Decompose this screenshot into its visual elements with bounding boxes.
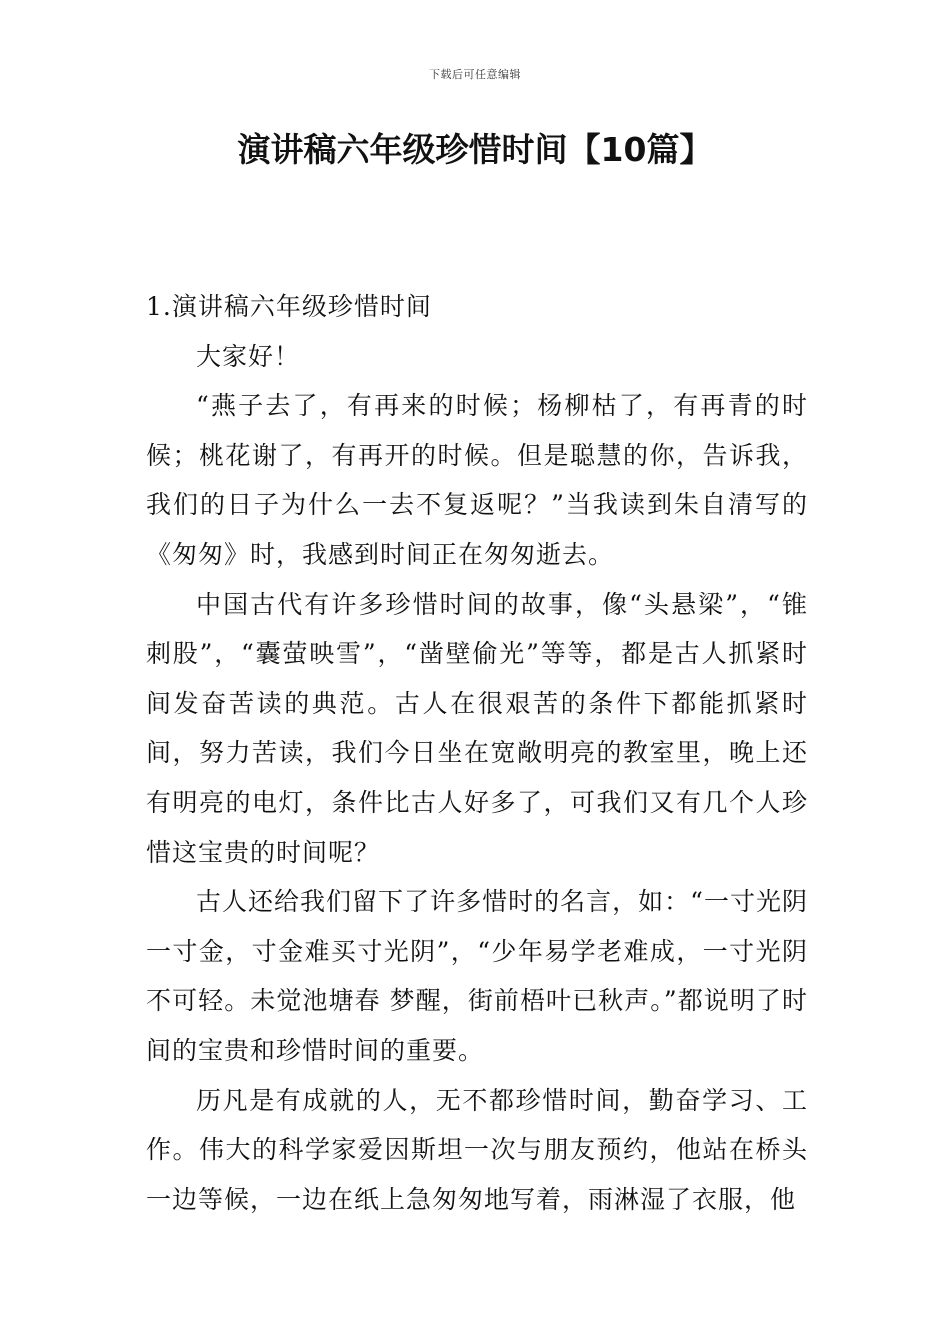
document-title: 演讲稿六年级珍惜时间【10篇】 [237,130,713,169]
document-body [146,282,808,1224]
paragraph: 中国古代有许多珍惜时间的故事，像“头悬梁”，“锥刺股”，“囊萤映雪”，“凿壁偷光”等等，都是古人抓紧时间发奋苦读的典范。古人在很艰苦的条件下都能抓紧时间，努力苦读，我们今日坐在宽敞明亮的教室里，晚上还有明亮的电灯，条件比古人好多了，可我们又有几个人珍惜这宝贵的时间呢？ [146,589,808,867]
section-heading: 1.演讲稿六年级珍惜时间 [146,292,432,321]
paragraph: 历凡是有成就的人，无不都珍惜时间，勤奋学习、工作。伟大的科学家爱因斯坦一次与朋友预约，他站在桥头一边等候，一边在纸上急匆匆地写着，雨淋湿了衣服，他 [146,1085,808,1214]
header-note: 下载后可任意编辑 [429,68,521,81]
paragraph: “燕子去了，有再来的时候；杨柳枯了，有再青的时候；桃花谢了，有再开的时候。但是聪慧的你，告诉我，我们的日子为什么一去不复返呢？”当我读到朱自清写的《匆匆》时，我感到时间正在匆匆逝去。 [146,391,808,569]
paragraph-greeting: 大家好！ [196,341,301,371]
paragraph: 古人还给我们留下了许多惜时的名言，如：“一寸光阴一寸金，寸金难买寸光阴”，“少年易学老难成，一寸光阴不可轻。未觉池塘春 梦醒，街前梧叶已秋声。”都说明了时间的宝贵和珍惜时间的重要。 [146,887,808,1065]
